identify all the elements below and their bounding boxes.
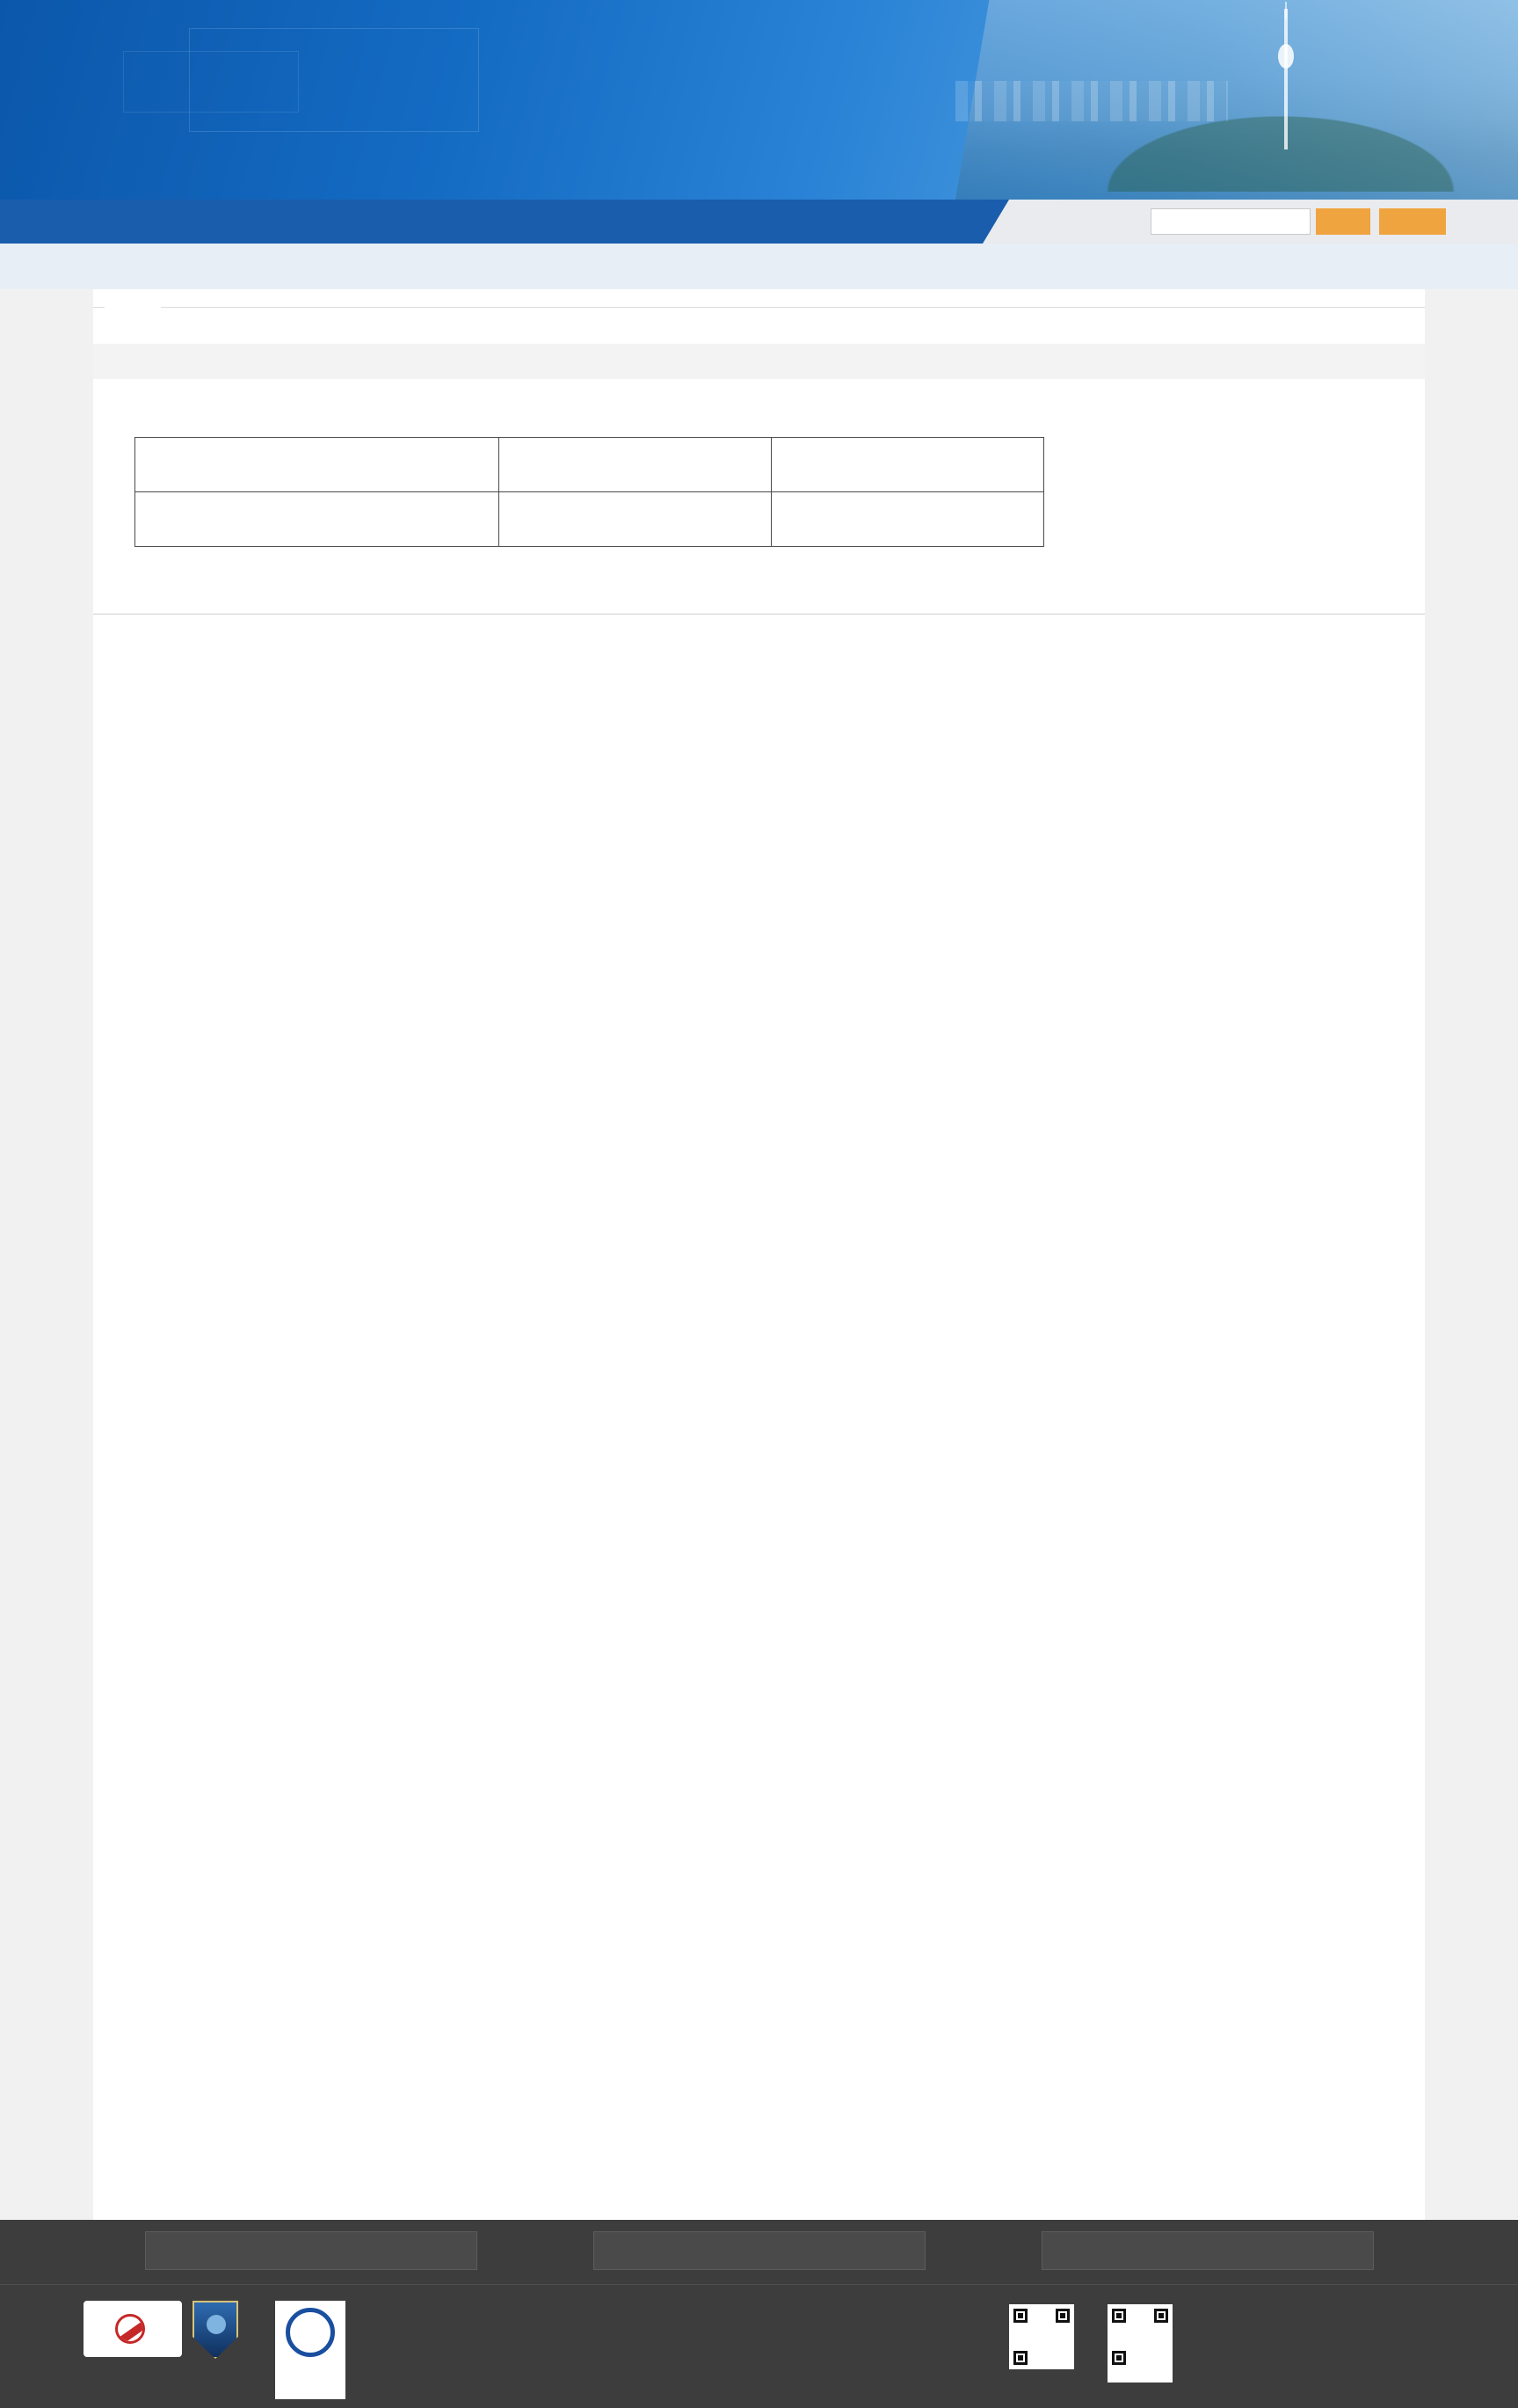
site-footer: [0, 2220, 1518, 2408]
breadcrumb: [105, 301, 161, 314]
ebs-ring-icon: [286, 2308, 335, 2357]
app-qr-code: [1108, 2304, 1173, 2369]
banner-outline-decoration: [123, 51, 299, 113]
search-button[interactable]: [1316, 208, 1370, 235]
provincial-sites-dropdown[interactable]: [145, 2231, 477, 2270]
wechat-qr-code: [1009, 2304, 1074, 2369]
bid-result-table: [134, 437, 1044, 547]
footer-site-groups: [0, 2220, 1518, 2270]
table-header-row: [135, 438, 1044, 492]
city-centers-dropdown[interactable]: [593, 2231, 926, 2270]
footer-qr-zone: [1009, 2304, 1518, 2383]
police-badge-icon: [192, 2301, 238, 2359]
site-search: [1145, 208, 1446, 235]
footer-center: [0, 2285, 1518, 2297]
navbar-background: [0, 200, 1009, 244]
publish-info-bar: [93, 344, 1425, 379]
main-navbar: [0, 200, 1518, 244]
announcement-document: [134, 379, 1044, 615]
section-divider: [93, 614, 1425, 615]
tv-tower-decoration: [1284, 9, 1288, 149]
advanced-search-button[interactable]: [1379, 208, 1446, 235]
region-filter-bar: [0, 244, 1518, 289]
table-row: [135, 492, 1044, 547]
site-banner: [0, 0, 1518, 200]
gov-error-icon: [115, 2314, 145, 2344]
breadcrumb-row: [93, 289, 1425, 324]
content-card: [93, 289, 1425, 2220]
winner-column-header: [135, 438, 499, 492]
winning-price-cell: [498, 492, 771, 547]
search-input[interactable]: [1151, 208, 1311, 235]
winner-name-cell: [135, 492, 499, 547]
ebs-certification-logo[interactable]: [275, 2301, 345, 2399]
footer-logos: [84, 2301, 345, 2399]
other-cell: [771, 492, 1043, 547]
price-column-header: [498, 438, 771, 492]
other-column-header: [771, 438, 1043, 492]
android-caption: [1108, 2369, 1173, 2383]
other-sites-dropdown[interactable]: [1042, 2231, 1374, 2270]
gov-site-error-logo[interactable]: [84, 2301, 182, 2357]
main-area: [0, 289, 1518, 2220]
breadcrumb-divider: [93, 307, 1425, 308]
hill-decoration: [1079, 104, 1483, 192]
